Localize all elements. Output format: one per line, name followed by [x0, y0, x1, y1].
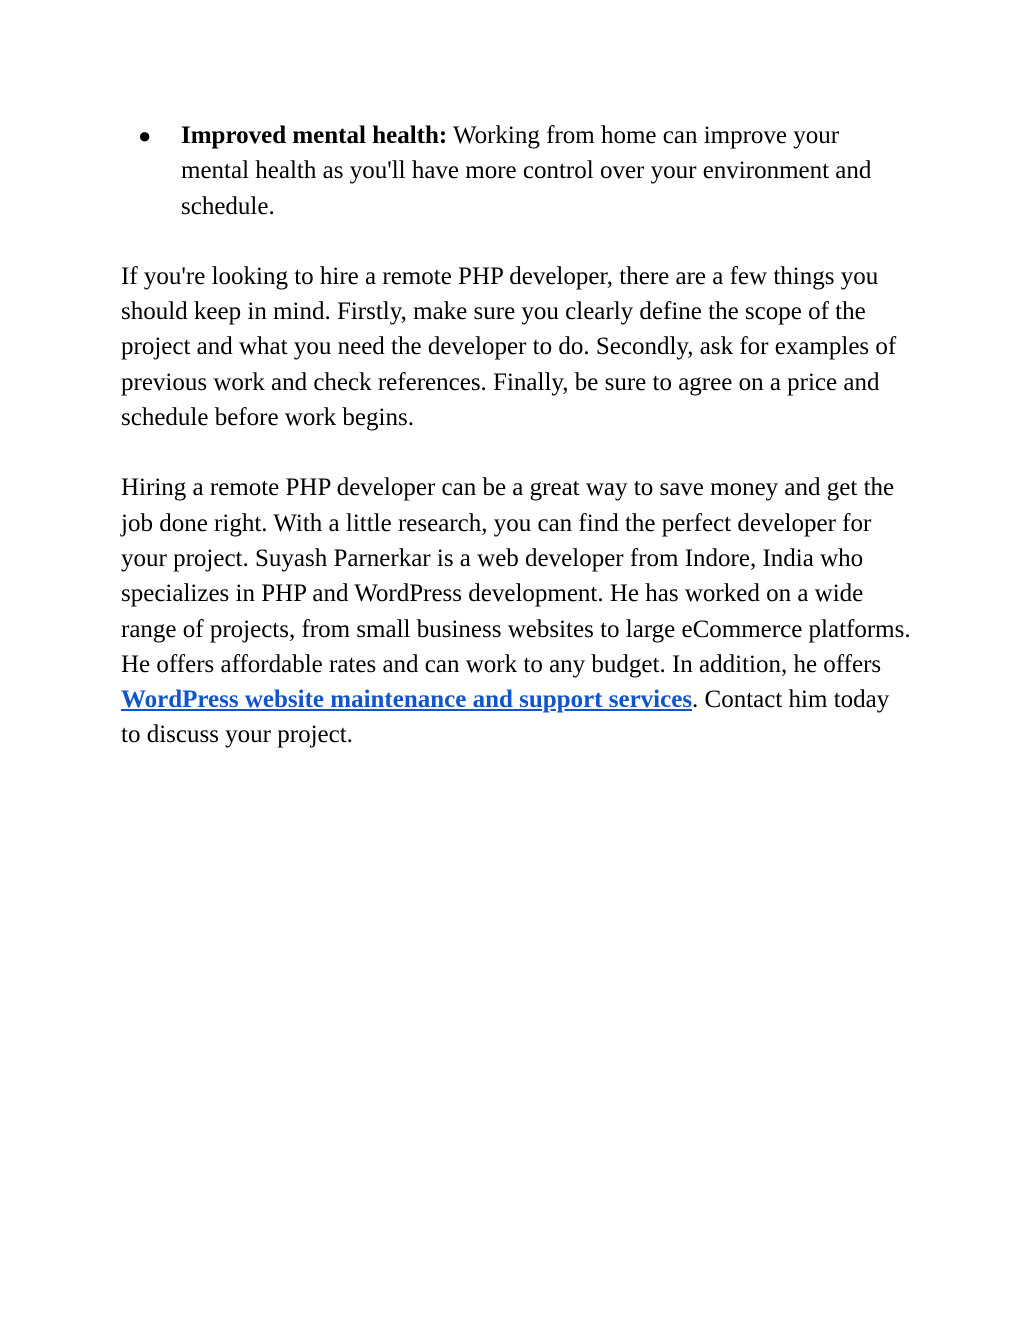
paragraph-text-end: . Contact him today to discuss your project. — [121, 686, 890, 749]
paragraph-text: Hiring a remote PHP developer can be a great way to save money and get the job done right. With a little research, you can find the perfect developer for your project. Suyash Parnerkar is a web developer from Indore, India who specializes in PHP and WordPress development. He has worked on a wide range of projects, from small business websites to large eCommerce platforms. He offers affordable rates and can work to any budget. In addition, he offers — [121, 474, 911, 678]
bullet-icon: ● — [138, 123, 152, 148]
document-page — [121, 118, 911, 753]
paragraph-hiring-summary — [121, 470, 911, 752]
bullet-title: Improved mental health: — [181, 122, 448, 149]
paragraph-hiring-tips: If you're looking to hire a remote PHP developer, there are a few things you should keep in mind. Firstly, make sure you clearly define the scope of the project and what you need the developer to do. Secondly, ask for examples of previous work and check references. Finally, be sure to agree on a price and schedule before work begins. — [121, 262, 897, 432]
list-item — [121, 118, 911, 224]
wordpress-maintenance-link[interactable]: WordPress website maintenance and support services — [121, 686, 693, 714]
bullet-text: Working from home can improve your mental health as you'll have more control over your environment and schedule. — [181, 122, 872, 220]
bullet-list — [121, 118, 911, 224]
